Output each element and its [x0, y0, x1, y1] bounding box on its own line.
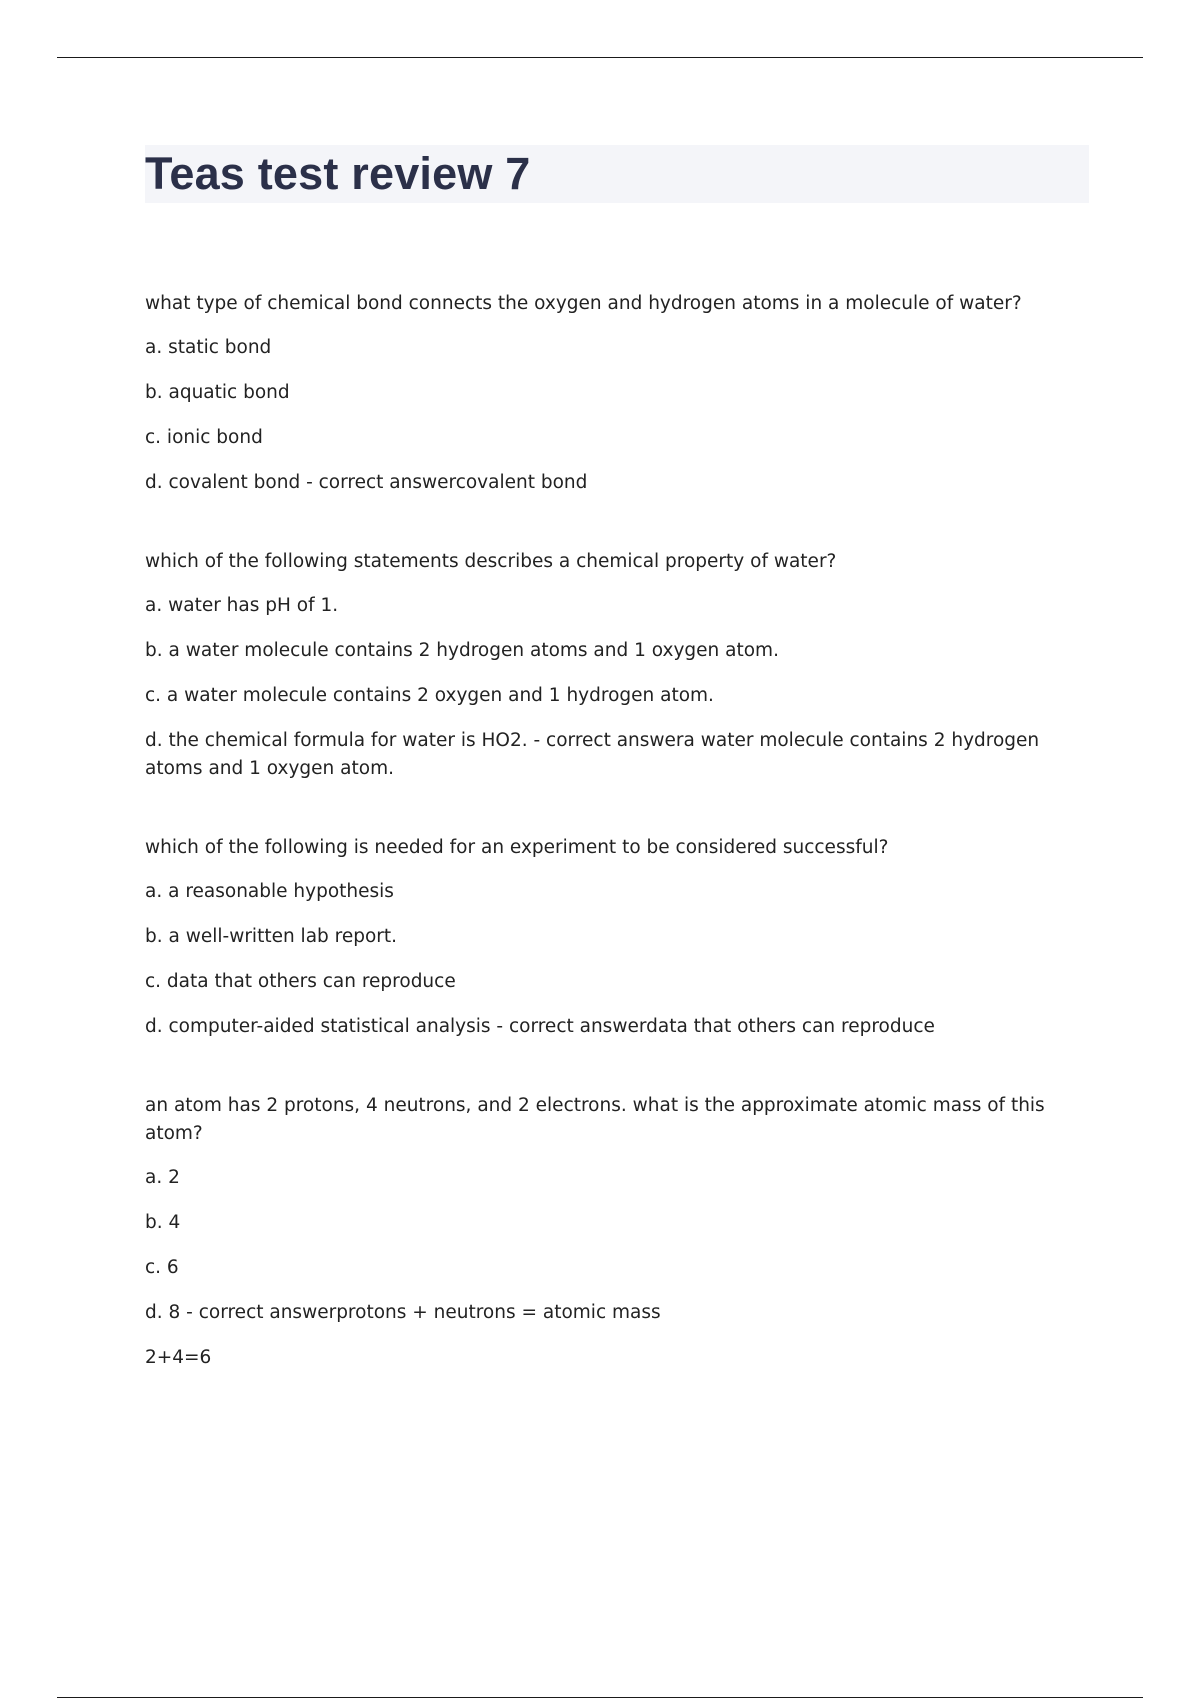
answer-option-c: c. data that others can reproduce	[145, 971, 456, 992]
question-block-3	[145, 834, 1085, 1041]
top-rule	[57, 57, 1143, 58]
question-block-4	[145, 1092, 1085, 1372]
answer-option-b: b. a water molecule contains 2 hydrogen atoms and 1 oxygen atom.	[145, 640, 779, 661]
question-text: which of the following is needed for an experiment to be considered successful?	[145, 837, 889, 858]
answer-option-a: a. water has pH of 1.	[145, 595, 339, 616]
question-text: which of the following statements describes a chemical property of water?	[145, 551, 837, 572]
answer-explanation: 2+4=6	[145, 1347, 212, 1368]
answer-option-a: a. a reasonable hypothesis	[145, 881, 394, 902]
answer-option-d: d. computer-aided statistical analysis - correct answerdata that others can reproduce	[145, 1016, 935, 1037]
question-block-2	[145, 548, 1085, 783]
answer-option-d: d. covalent bond - correct answercovalent bond	[145, 472, 588, 493]
bottom-rule	[57, 1697, 1143, 1698]
question-block-1	[145, 290, 1085, 497]
answer-option-b: b. 4	[145, 1212, 181, 1233]
answer-option-c: c. ionic bond	[145, 427, 263, 448]
answer-option-c: c. 6	[145, 1257, 179, 1278]
answer-option-a: a. 2	[145, 1167, 180, 1188]
question-text: an atom has 2 protons, 4 neutrons, and 2 electrons. what is the approximate atomic mass of this atom?	[145, 1095, 1045, 1144]
answer-option-d: d. the chemical formula for water is HO2. - correct answera water molecule contains 2 hydrogen atoms and 1 oxygen atom.	[145, 730, 1040, 779]
answer-option-c: c. a water molecule contains 2 oxygen and 1 hydrogen atom.	[145, 685, 714, 706]
answer-option-b: b. a well-written lab report.	[145, 926, 398, 947]
document-body	[145, 290, 1085, 1389]
question-text: what type of chemical bond connects the oxygen and hydrogen atoms in a molecule of water?	[145, 293, 1022, 314]
page-title: Teas test review 7	[145, 148, 531, 199]
answer-option-d: d. 8 - correct answerprotons + neutrons = atomic mass	[145, 1302, 661, 1323]
answer-option-b: b. aquatic bond	[145, 382, 290, 403]
answer-option-a: a. static bond	[145, 337, 272, 358]
